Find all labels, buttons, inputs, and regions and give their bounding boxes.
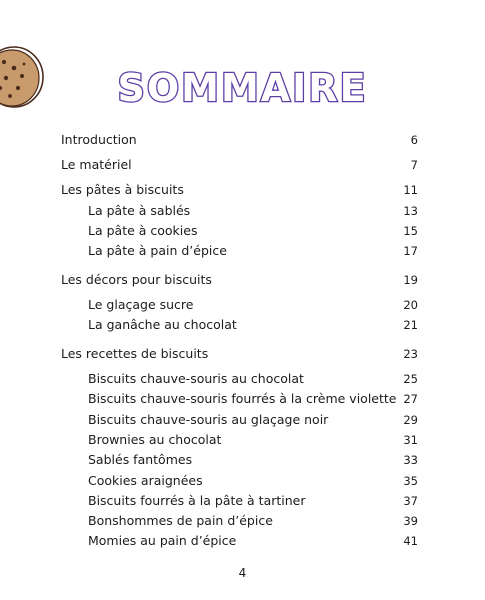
toc-entry-page: 17: [403, 244, 418, 258]
toc-entry: [0, 180, 485, 200]
toc-entry: [0, 410, 485, 430]
toc-entry: [0, 369, 485, 389]
toc-entry-label: Les décors pour biscuits: [61, 272, 212, 287]
page-title: SOMMAIRE: [117, 66, 368, 110]
toc-entry: [0, 130, 485, 150]
toc-entry-page: 19: [403, 273, 418, 287]
toc-entry-label: La ganâche au chocolat: [88, 317, 237, 332]
toc-entry: [0, 315, 485, 335]
toc-entry: [0, 511, 485, 531]
toc-entry-page: 7: [410, 158, 418, 172]
toc-entry: [0, 344, 485, 364]
toc-entry: [0, 295, 485, 315]
toc-entry: [0, 221, 485, 241]
toc-entry-label: Momies au pain d’épice: [88, 533, 237, 548]
toc-entry: [0, 201, 485, 221]
toc-entry-page: 25: [403, 372, 418, 386]
toc-entry: [0, 450, 485, 470]
toc-entry-label: Biscuits chauve-souris au chocolat: [88, 371, 304, 386]
toc-entry-label: La pâte à pain d’épice: [88, 243, 227, 258]
toc-entry-page: 6: [410, 133, 418, 147]
page-number: 4: [238, 566, 247, 580]
toc-entry-label: Le glaçage sucre: [88, 297, 194, 312]
toc-entry-label: Les pâtes à biscuits: [61, 182, 184, 197]
toc-entry: [0, 389, 485, 409]
toc-entry-page: 23: [403, 347, 418, 361]
toc-entry: [0, 241, 485, 261]
toc-entry-page: 31: [403, 433, 418, 447]
toc-entry-page: 39: [403, 514, 418, 528]
toc-entry-label: La pâte à cookies: [88, 223, 198, 238]
toc-entry-label: Introduction: [61, 132, 137, 147]
toc-entry-label: Les recettes de biscuits: [61, 346, 209, 361]
toc-entry-page: 29: [403, 413, 418, 427]
toc-entry-page: 20: [403, 298, 418, 312]
toc-entry-label: Sablés fantômes: [88, 452, 193, 467]
toc-entry-label: Le matériel: [61, 157, 132, 172]
toc-entry-page: 27: [403, 392, 418, 406]
toc-entry-label: Cookies araignées: [88, 473, 203, 488]
toc-entry-page: 33: [403, 453, 418, 467]
toc-entry-label: Biscuits fourrés à la pâte à tartiner: [88, 493, 306, 508]
toc-entry-label: Biscuits chauve-souris fourrés à la crème violette: [88, 391, 397, 406]
toc-entry: [0, 270, 485, 290]
toc-entry-page: 15: [403, 224, 418, 238]
toc-entry: [0, 491, 485, 511]
toc-entry-page: 21: [403, 318, 418, 332]
toc-entry-label: Biscuits chauve-souris au glaçage noir: [88, 412, 329, 427]
toc-entry-page: 13: [403, 204, 418, 218]
toc-entry-page: 37: [403, 494, 418, 508]
toc-entry: [0, 471, 485, 491]
toc-entry-label: La pâte à sablés: [88, 203, 191, 218]
toc-entry: [0, 430, 485, 450]
toc-entry-page: 41: [403, 534, 418, 548]
toc-entry-label: Brownies au chocolat: [88, 432, 222, 447]
toc-entry-label: Bonshommes de pain d’épice: [88, 513, 273, 528]
toc-entry-page: 35: [403, 474, 418, 488]
toc-entry: [0, 531, 485, 551]
toc-entry-page: 11: [403, 183, 418, 197]
toc-entry: [0, 155, 485, 175]
